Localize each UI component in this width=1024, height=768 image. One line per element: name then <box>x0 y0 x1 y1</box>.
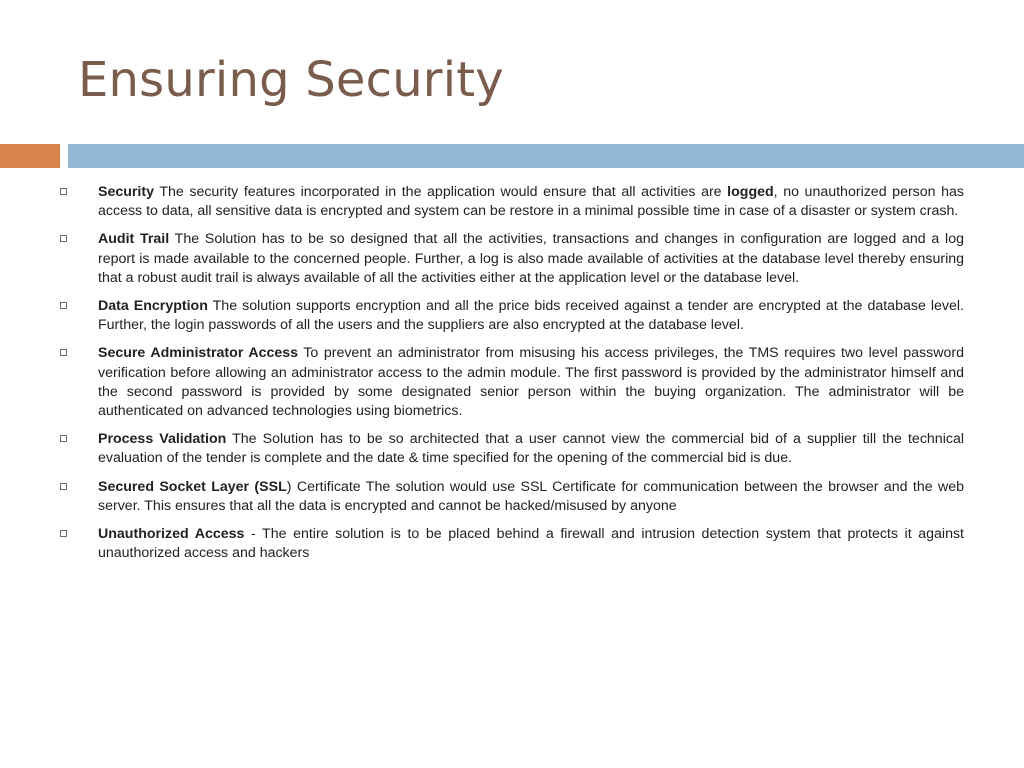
bullet-title: Audit Trail <box>98 231 170 248</box>
hollow-square-icon <box>60 483 67 490</box>
accent-bar-blue <box>68 144 1024 168</box>
bullet-ssl <box>60 478 964 516</box>
bullet-text: The Solution has to be so architected that a user cannot view the commercial bid of a supplier till the technical evaluation of the tender is complete and the date & time specified for the opening of the commercial bid is due. <box>98 431 964 467</box>
hollow-square-icon <box>60 435 67 442</box>
bullet-text: To prevent an administrator from misusing his access privileges, the TMS requires two level password verification before allowing an administrator access to the admin module. The first password is provided by the administrator himself and the second password is provided by some designated senior person within the buying organization. The administrator will be authenticated on advanced technologies using biometrics. <box>98 345 964 420</box>
bullet-title: Secure Administrator Access <box>98 345 299 362</box>
bullet-text: The Solution has to be so designed that all the activities, transactions and changes in configuration are logged and a log report is made available to the concerned people. Further, a log is also made available of activities at the database level thereby ensuring that a robust audit trail is always available of all the activities either at the application level or the database level. <box>98 231 964 286</box>
bullet-text: ) Certificate The solution would use SSL Certificate for communication between the browser and the web server. This ensures that all the data is encrypted and cannot be hacked/misused by anyone <box>98 478 964 514</box>
bullet-title: Data Encryption <box>98 298 208 315</box>
bullet-data-encryption <box>60 297 964 335</box>
bullet-audit-trail <box>60 230 964 288</box>
accent-bar-orange <box>0 144 60 168</box>
bullet-title: Secured Socket Layer (SSL <box>98 478 287 495</box>
bullet-security <box>60 183 964 221</box>
bullet-text: The solution supports encryption and all the price bids received against a tender are encrypted at the database level. Further, the login passwords of all the users and the suppliers are also encrypted at the database level. <box>98 298 964 334</box>
hollow-square-icon <box>60 235 67 242</box>
bullet-title: Unauthorized Access <box>98 526 245 543</box>
hollow-square-icon <box>60 188 67 195</box>
bullet-emphasis: logged <box>727 184 774 200</box>
bullet-title: Security <box>98 184 154 200</box>
bullet-text: , no unauthorized person has access to data, all sensitive data is encrypted and system can be restore in a minimal possible time in case of a disaster or system crash. <box>98 184 965 220</box>
bullet-list <box>60 183 964 572</box>
hollow-square-icon <box>60 530 67 537</box>
slide-title: Ensuring Security <box>78 52 504 108</box>
bullet-text: - The entire solution is to be placed behind a firewall and intrusion detection system that protects it against unauthorized access and hackers <box>98 526 964 562</box>
bullet-unauthorized-access <box>60 525 964 563</box>
bullet-text: The security features incorporated in the application would ensure that all activities are <box>154 184 728 200</box>
hollow-square-icon <box>60 302 67 309</box>
bullet-secure-admin-access <box>60 344 964 421</box>
hollow-square-icon <box>60 349 67 356</box>
bullet-process-validation <box>60 430 964 468</box>
bullet-title: Process Validation <box>98 431 227 448</box>
